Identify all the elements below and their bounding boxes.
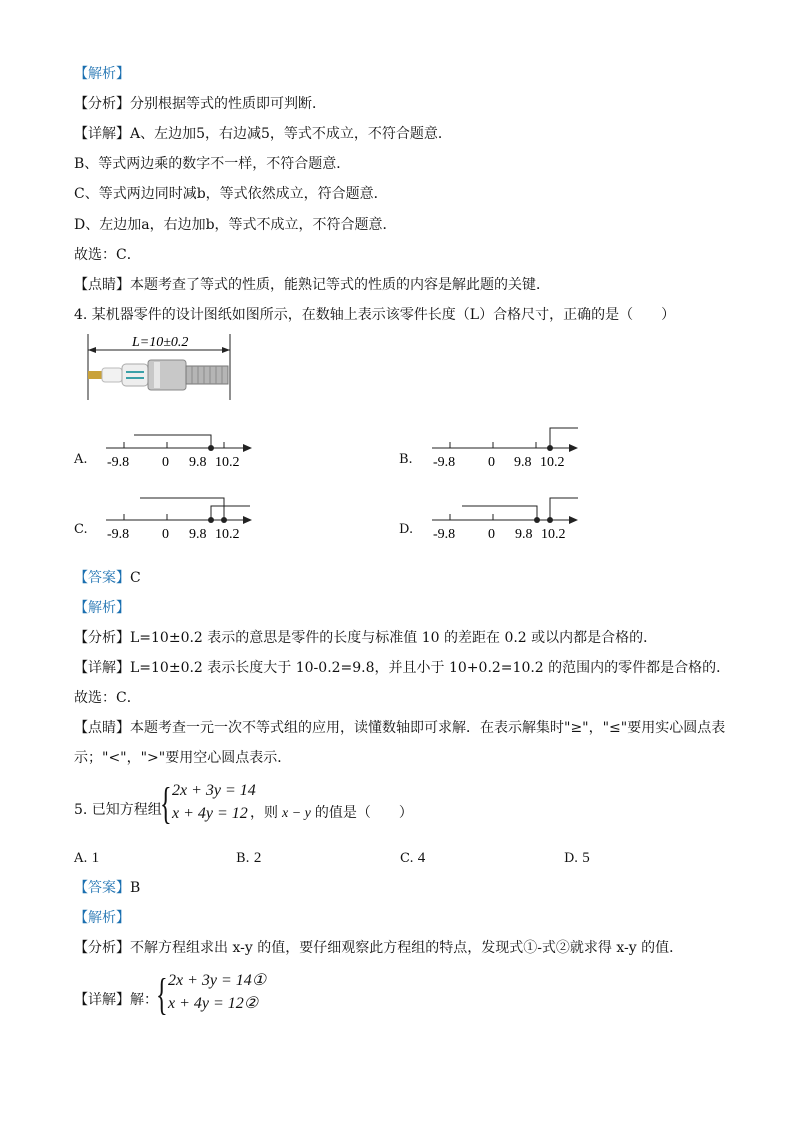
q4-jiexi-heading: 【解析】 [74,600,130,616]
q5-option-d[interactable] [564,850,590,867]
q5-stem-mid-text: ，则 [250,805,278,821]
tick-label: -9.8 [107,527,130,540]
tick-label: 10.2 [540,455,565,470]
tick-label: 9.8 [189,527,207,540]
q4-option-a-numberline[interactable] [100,428,260,470]
q5-option-c-letter: C. [400,851,414,866]
q5-eq2: x + 4y = 12 [172,805,248,822]
q4-fenxi [74,628,657,648]
q4-xiangjie [74,658,730,678]
q5-expr: x − y [282,806,311,821]
tick-label: 10.2 [215,527,240,540]
q3-line-c: C、等式两边同时减b，等式依然成立，符合题意． [74,186,388,202]
q5-option-a-letter: A. [74,851,88,866]
tick-label: 0 [162,455,169,470]
q5-daan-tag: 【答案】 [74,880,130,896]
q4-option-c-letter[interactable]: C. [74,522,88,537]
tick-label: 9.8 [515,527,533,540]
q4-dianjing-text: 本题考查一元一次不等式组的应用，读懂数轴即可求解．在表示解集时"≥"，"≤"要用实心圆点表 [130,720,726,736]
q5-option-c-value: 4 [417,850,426,866]
q3-dianjing-tag: 【点睛】 [74,277,130,293]
q5-option-b-value: 2 [253,850,262,866]
q5-daan-value: B [130,880,141,896]
q5-jiexi-heading: 【解析】 [74,910,130,926]
q4-option-d-letter[interactable]: D. [399,522,414,537]
q5-fenxi [74,938,683,958]
q5-option-b-letter: B. [236,851,250,866]
q3-fenxi-tag: 【分析】 [74,96,130,112]
tick-label: 10.2 [541,527,566,540]
q4-fenxi-text: L=10±0.2 表示的意思是零件的长度与标准值 10 的差距在 0.2 或以内都是合格的． [130,630,658,646]
q4-dianjing [74,718,725,738]
q5-option-d-value: 5 [582,850,590,866]
q5-stem-prefix: 5. 已知方程组 [74,802,162,818]
q5-option-a-value: 1 [91,850,100,866]
q4-option-a-letter[interactable]: A. [74,452,88,467]
q3-xiangjie [74,124,452,144]
q4-part-drawing [80,328,240,406]
tick-label: 0 [488,527,495,540]
q5-stem-mid [250,803,413,824]
q5-option-a[interactable] [74,850,99,867]
tick-label: 10.2 [215,455,240,470]
q4-dianjing-tag: 【点睛】 [74,720,130,736]
q4-option-d-numberline[interactable] [426,494,586,540]
q5-solution-eq1: 2x + 3y = 14① [168,972,267,989]
tick-label: 0 [162,527,169,540]
spark-plug-icon [88,360,228,390]
q4-option-b-letter[interactable]: B. [399,452,413,467]
q4-dianjing-cont: 示；"<"，">"要用空心圆点表示． [74,750,292,766]
q4-xiangjie-tag: 【详解】 [74,660,130,676]
tick-label: -9.8 [433,455,456,470]
q5-brace: { [160,779,172,828]
tick-label: 0 [488,455,495,470]
tick-label: 9.8 [514,455,532,470]
q5-jie: 解： [130,992,158,1008]
q4-daan-tag: 【答案】 [74,570,130,586]
tick-label: -9.8 [107,455,130,470]
q5-option-d-letter: D. [564,851,579,866]
q5-xiangjie-tag: 【详解】 [74,992,130,1008]
q4-option-c-numberline[interactable] [100,494,260,540]
q4-guxuan: 故选：C． [74,690,141,706]
q5-solution-brace: { [156,970,168,1019]
q3-line-a: A、左边加5，右边减5，等式不成立，不符合题意． [130,126,452,142]
q4-drawing-label: L=10±0.2 [132,335,189,350]
q3-dianjing-text: 本题考查了等式的性质，能熟记等式的性质的内容是解此题的关键． [130,277,550,293]
q5-option-b[interactable] [236,850,261,867]
q3-line-b: B、等式两边乘的数字不一样，不符合题意． [74,156,351,172]
q4-daan-value: C [130,570,141,586]
q3-xiangjie-tag: 【详解】 [74,126,130,142]
q4-stem: 4. 某机器零件的设计图纸如图所示，在数轴上表示该零件长度（L）合格尺寸，正确的是（ ） [74,307,676,323]
q3-fenxi-text: 分别根据等式的性质即可判断． [130,96,326,112]
q3-dianjing [74,275,550,295]
q3-jiexi-heading: 【解析】 [74,66,130,82]
q5-answer [74,878,140,898]
q5-xiangjie [74,990,158,1010]
q5-stem-suffix: 的值是（ ） [314,805,413,821]
q3-fenxi [74,94,326,114]
q4-fenxi-tag: 【分析】 [74,630,130,646]
q4-answer [74,568,141,588]
q3-guxuan: 故选：C． [74,247,141,263]
q5-option-c[interactable] [400,850,425,867]
tick-label: -9.8 [433,527,456,540]
q4-option-b-numberline[interactable] [426,426,586,470]
tick-label: 9.8 [189,455,207,470]
q5-fenxi-tag: 【分析】 [74,940,130,956]
q3-line-d: D、左边加a，右边加b，等式不成立，不符合题意． [74,217,397,233]
q5-eq1: 2x + 3y = 14 [172,782,256,799]
q5-solution-eq2: x + 4y = 12② [168,995,259,1012]
q4-xiangjie-text: L=10±0.2 表示长度大于 10-0.2=9.8，并且小于 10+0.2=10.2 的范围内的零件都是合格的． [130,660,731,676]
q5-fenxi-text: 不解方程组求出 x-y 的值，要仔细观察此方程组的特点，发现式①-式②就求得 x-y 的值． [130,940,684,956]
